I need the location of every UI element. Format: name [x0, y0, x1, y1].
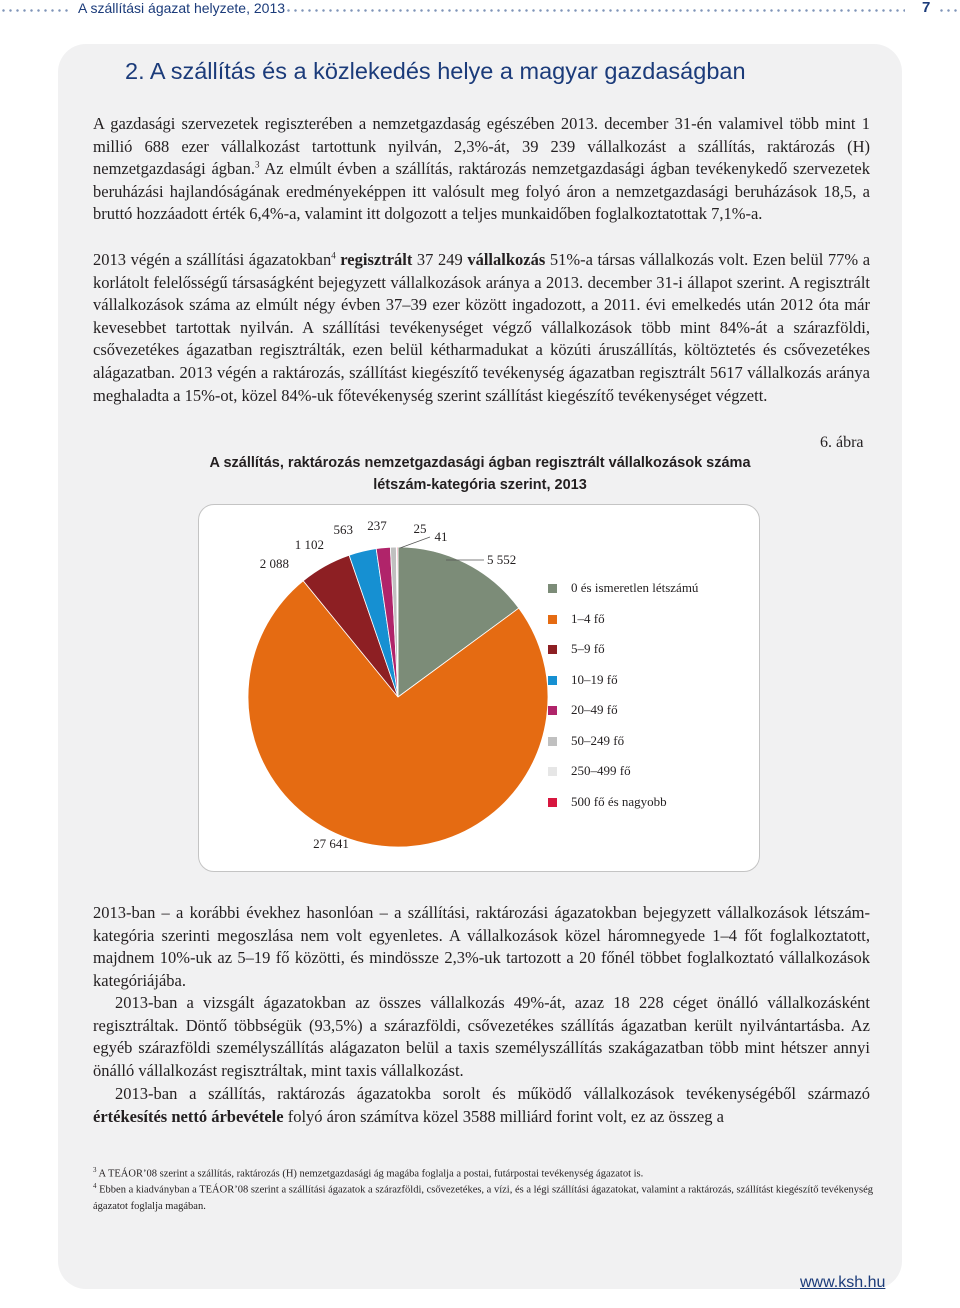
legend-swatch	[548, 706, 557, 715]
footnote-ref-3[interactable]: 3	[254, 159, 260, 170]
pie-data-label-7: 41	[434, 529, 448, 544]
pie-data-label-1: 27 641	[313, 836, 349, 851]
legend-swatch	[548, 584, 557, 593]
paragraph-1-part-a: A gazdasági szervezetek regiszterében a nemzetgazdaság egészében 2013. december 31-én valamivel több mint 1 millió 688 ezer vállalkozást tartottunk nyilván, 2,3%-át, 39 239 vállalkozást a szállítás, raktározás (H) nemzetgazdasági ágban.	[93, 114, 870, 179]
legend-swatch	[548, 645, 557, 654]
legend-swatch	[548, 798, 557, 807]
pie-data-label-6: 25	[413, 521, 427, 536]
paragraph-5	[93, 1083, 870, 1128]
legend-label: 500 fő és nagyobb	[571, 793, 667, 809]
footnote-ref-4[interactable]: 4	[331, 250, 336, 261]
legend-swatch	[548, 767, 557, 776]
legend-label: 10–19 fő	[571, 671, 618, 687]
leader-line	[400, 537, 430, 548]
paragraph-4: 2013-ban a vizsgált ágazatokban az összes vállalkozás 49%-át, azaz 18 228 céget önálló vállalkozásként regisztráltak. Döntő többségük (93,5%) a szárazföldi, csővezetékes szállítás ágazatban került nyilvántartásba. Az egyéb szárazföldi személyszállítás alágazaton belül a taxis személyszállítás szakágazatban több mint hétszer annyi önálló vállalkozást regisztráltak, mint taxis vállalkozást.	[93, 993, 870, 1080]
paragraph-3: 2013-ban – a korábbi évekhez hasonlóan – a szállítási, raktározási ágazatokban bejegyzett vállalkozások létszám-kategória szerinti megoszlása nem volt egyenletes. A vállalkozások közel háromnegyede 1–4 főt foglalkoztatott, majdnem 10%-uk az 5–19 fő közötti, és mindössze 2,3%-uk tartozott a 20 főnél többet foglalkoztató vállalkozások kategóriájába.	[93, 903, 870, 990]
legend-swatch	[548, 737, 557, 746]
legend-label: 5–9 fő	[571, 641, 605, 656]
figure-number: 6. ábra	[820, 434, 864, 451]
footnote-3-text: A TEÁOR’08 szerint a szállítás, raktározás (H) nemzetgazdasági ág magába foglalja a postai, futárpostai tevékenység ágazatot is.	[96, 1168, 644, 1180]
section-title: 2. A szállítás és a közlekedés helye a magyar gazdaságban	[125, 58, 746, 84]
paragraph-1-part-b: Az elmúlt évben a szállítás, raktározás nemzetgazdasági ágban tevékenykedő szervezetek beruházási hajlandóságának eredményeképpen itt valósult meg folyó áron a nemzetgazdasági beruházások 18,5, a bruttó hozzáadott érték 6,4%-a, valamint itt dolgozott a teljes munkaidőben foglalkoztatottak 7,1%-a.	[93, 159, 870, 224]
paragraph-2-part-c: 51%-a társas vállalkozás volt. Ezen belül 77% a korlátolt felelősségű társaságként bejegyzett vállalkozások aránya a 2013. december 31-i állapot szerint. A regisztrált vállalkozások száma az elmúlt négy évben 37–39 ezer között ingadozott, a 2011. évi emelkedés után 2012 óta már kevesebbet tartottak nyilván. A szállítási tevékenységet végző vállalkozások több mint 84%-át a szárazföldi, csővezetékes ágazatban regisztrálták, ezen belül kétharmadukat a közúti áruszállítás, költöztetés és csővezetékes alágazatban. 2013 végén a raktározás, szállítást kiegészítő tevékenység ágazatban regisztrált 5617 vállalkozás aránya meghaladta a 15%-ot, közel 84%-uk főtevékenység szerint szállítást kiegészítő tevékenységet végzett.	[93, 250, 871, 405]
paragraph-5-part-b: folyó áron számítva közel 3588 milliárd forint volt, ez az összeg a	[283, 1106, 724, 1126]
pie-data-label-3: 1 102	[294, 537, 324, 552]
footnote-4-text: Ebben a kiadványban a TEÁOR’08 szerint a szállítási ágazatok a szárazföldi, csővezetékes, a vízi, és a légi szállítási ágazatokat, valamint a raktározás, szállítást kiegészítő tevékenység ágazatot foglalja magában.	[93, 1184, 873, 1212]
chart-title-line-2: létszám-kategória szerint, 2013	[373, 477, 587, 493]
footnote-4	[93, 1178, 873, 1215]
paragraph-5-part-a: 2013-ban a szállítás, raktározás ágazatokba sorolt és működő vállalkozások tevékenységéből származó	[115, 1084, 870, 1103]
pie-data-label-5: 237	[367, 518, 387, 533]
legend-swatch	[548, 676, 557, 685]
chart-title-line-1: A szállítás, raktározás nemzetgazdasági ágban regisztrált vállalkozások száma	[209, 455, 751, 471]
paragraph-2-part-b: 37 249	[412, 250, 468, 269]
ksh-link[interactable]: www.ksh.hu	[800, 1274, 886, 1291]
running-title: A szállítási ágazat helyzete, 2013	[78, 0, 286, 16]
legend-label: 250–499 fő	[571, 763, 631, 778]
legend-label: 50–249 fő	[571, 732, 625, 748]
pie-data-label-2: 2 088	[259, 556, 289, 571]
footnote-3-number: 3	[93, 1166, 97, 1174]
paragraph-2-part-a: 2013 végén a szállítási ágazatokban	[93, 250, 332, 269]
legend-label: 20–49 fő	[571, 702, 618, 717]
bold-net-revenue: értékesítés nettó árbevétele	[93, 1106, 284, 1126]
legend-label: 0 és ismeretlen létszámú	[571, 580, 699, 595]
legend-label: 1–4 fő	[571, 610, 605, 626]
footnote-4-number: 4	[93, 1182, 97, 1190]
page-number: 7	[922, 0, 931, 16]
pie-data-label-4: 563	[333, 522, 353, 537]
bold-registered: regisztrált	[340, 250, 413, 269]
bold-enterprise: vállalkozás	[467, 250, 546, 269]
legend-swatch	[548, 615, 557, 624]
pie-data-label-0: 5 552	[487, 552, 517, 567]
